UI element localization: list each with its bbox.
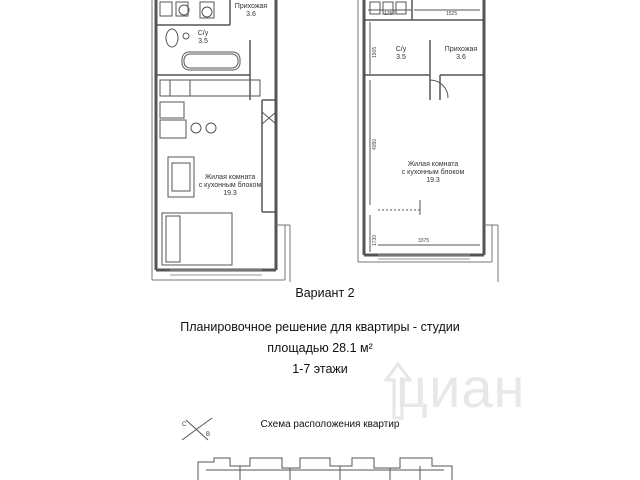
left-bathroom-label: С/у 3.5 — [197, 30, 209, 46]
dimension-3375: 3375 — [418, 238, 430, 244]
dimension-1905: 1905 — [372, 46, 378, 58]
left-hall-label: Прихожая 3.6 — [234, 3, 268, 19]
scheme-title: Схема расположения квартир — [260, 419, 400, 430]
description-line-1: Планировочное решение для квартиры - студии — [180, 320, 460, 334]
right-bathroom-label: С/у 3.5 — [395, 46, 407, 62]
compass-icon — [178, 414, 218, 444]
left-living-room-label: Жилая комната с кухонным блоком 19.3 — [198, 174, 262, 198]
watermark: циан — [396, 356, 526, 419]
dimension-4050: 4050 — [372, 138, 378, 150]
right-living-room-label: Жилая комната с кухонным блоком 19.3 — [401, 161, 465, 185]
compass-north: С — [182, 422, 187, 428]
dimension-1730: 1730 — [372, 234, 378, 246]
variant-title: Вариант 2 — [295, 286, 355, 300]
description-line-3: 1-7 этажи — [292, 362, 348, 376]
right-hall-label: Прихожая 3.6 — [444, 46, 478, 62]
compass-east: В — [206, 432, 211, 438]
description-line-2: площадью 28.1 м² — [267, 341, 373, 355]
dimension-1525: 1525 — [446, 11, 458, 17]
dimension-1750: 1750 — [384, 11, 396, 17]
